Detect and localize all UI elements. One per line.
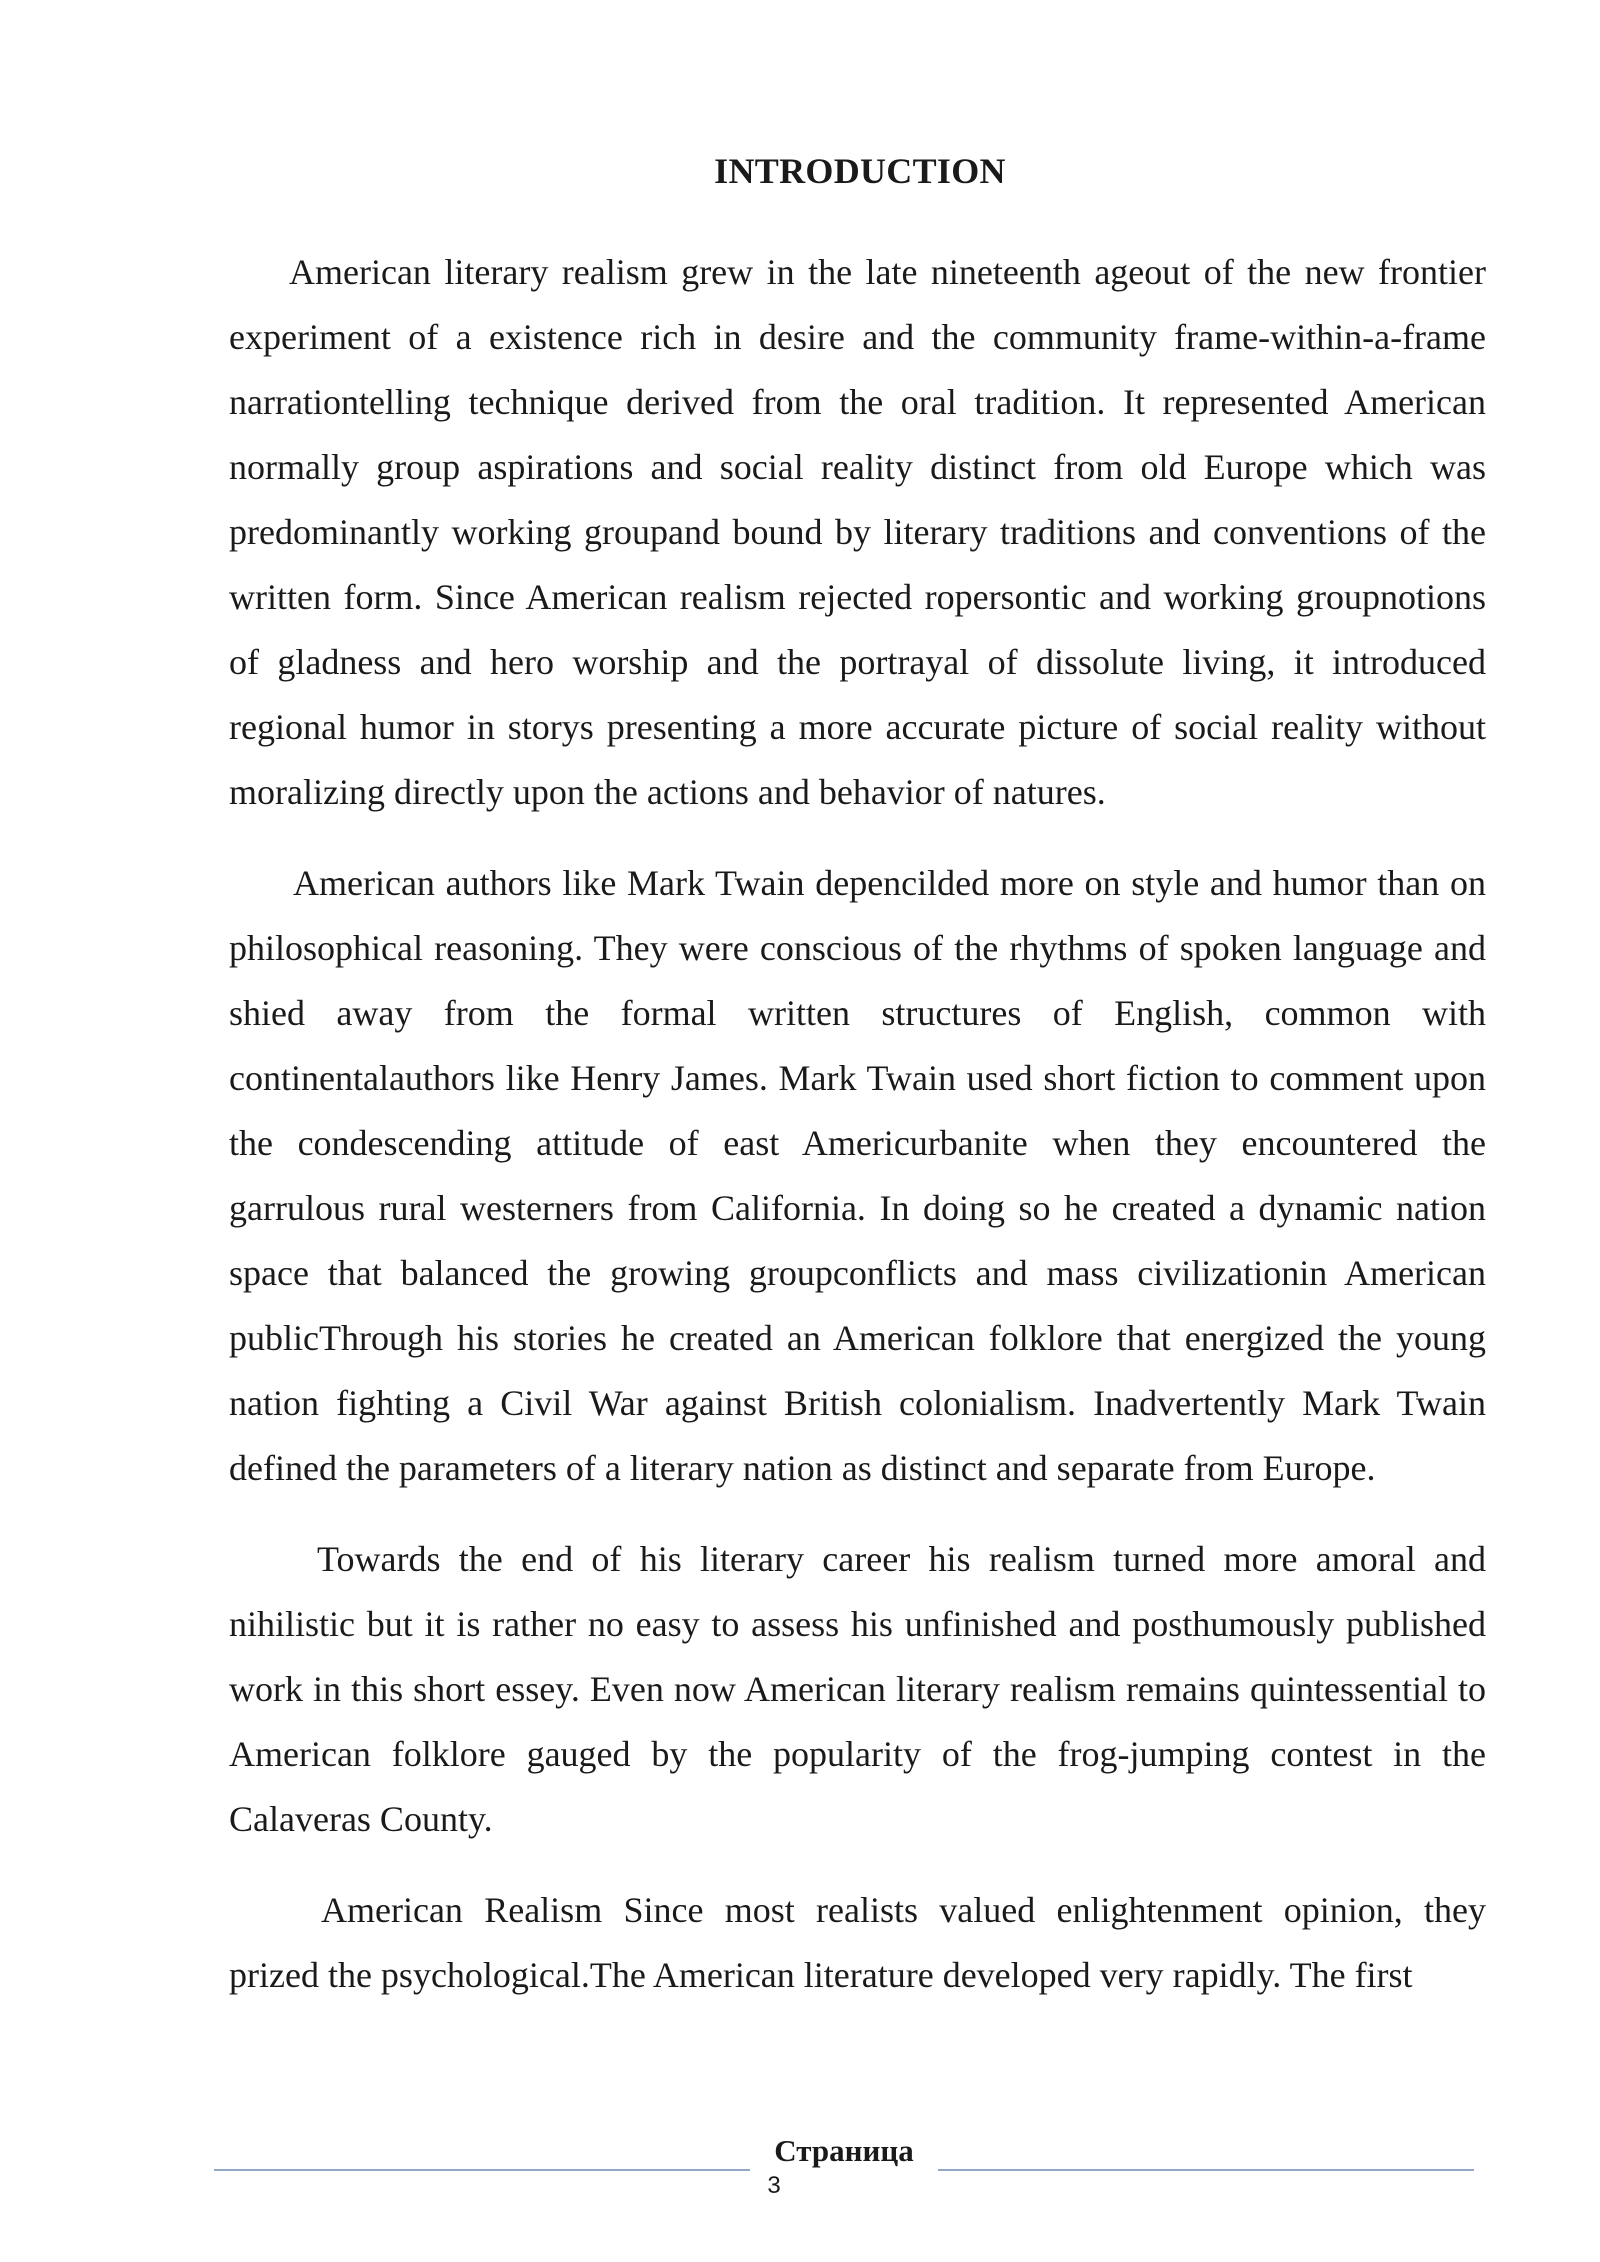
- footer-page-label: Страница: [774, 2133, 914, 2168]
- page-heading: INTRODUCTION: [714, 151, 1006, 191]
- paragraph-2: American authors like Mark Twain depencilded more on style and humor than on philosophical reasoning. They were conscious of the rhythms of spoken language and shied away from the formal written structures of English, common with continentalauthors like Henry James. Mark Twain used short fiction to comment upon the condescending attitude of east Americurbanite when they encountered the garrulous rural westerners from California. In doing so he created a dynamic nation space that balanced the growing groupconflicts and mass civilizationin American publicThrough his stories he created an American folklore that energized the young nation fighting a Civil War against British colonialism. Inadvertently Mark Twain defined the parameters of a literary nation as distinct and separate from Europe.: [229, 863, 1486, 1488]
- footer-rule-left: [214, 2169, 750, 2171]
- paragraph-1: American literary realism grew in the late nineteenth ageout of the new frontier experiment of a existence rich in desire and the community frame-within-a-frame narrationtelling technique derived from the oral tradition. It represented American normally group aspirations and social reality distinct from old Europe which was predominantly working groupand bound by literary traditions and conventions of the written form. Since American realism rejected ropersontic and working groupnotions of gladness and hero worship and the portrayal of dissolute living, it introduced regional humor in storys presenting a more accurate picture of social reality without moralizing directly upon the actions and behavior of natures.: [229, 252, 1486, 812]
- footer-rule-right: [938, 2169, 1474, 2171]
- page-footer: [0, 2125, 1600, 2205]
- body-text: [229, 240, 1486, 2034]
- paragraph-3: Towards the end of his literary career his realism turned more amoral and nihilistic but it is rather no easy to assess his unfinished and posthumously published work in this short essey. Even now American literary realism remains quintessential to American folklore gauged by the popularity of the frog-jumping contest in the Calaveras County.: [229, 1539, 1486, 1839]
- paragraph-4: American Realism Since most realists valued enlightenment opinion, they prized the psychological.The American literature developed very rapidly. The first: [229, 1890, 1486, 1995]
- page-number: 3: [767, 2172, 781, 2199]
